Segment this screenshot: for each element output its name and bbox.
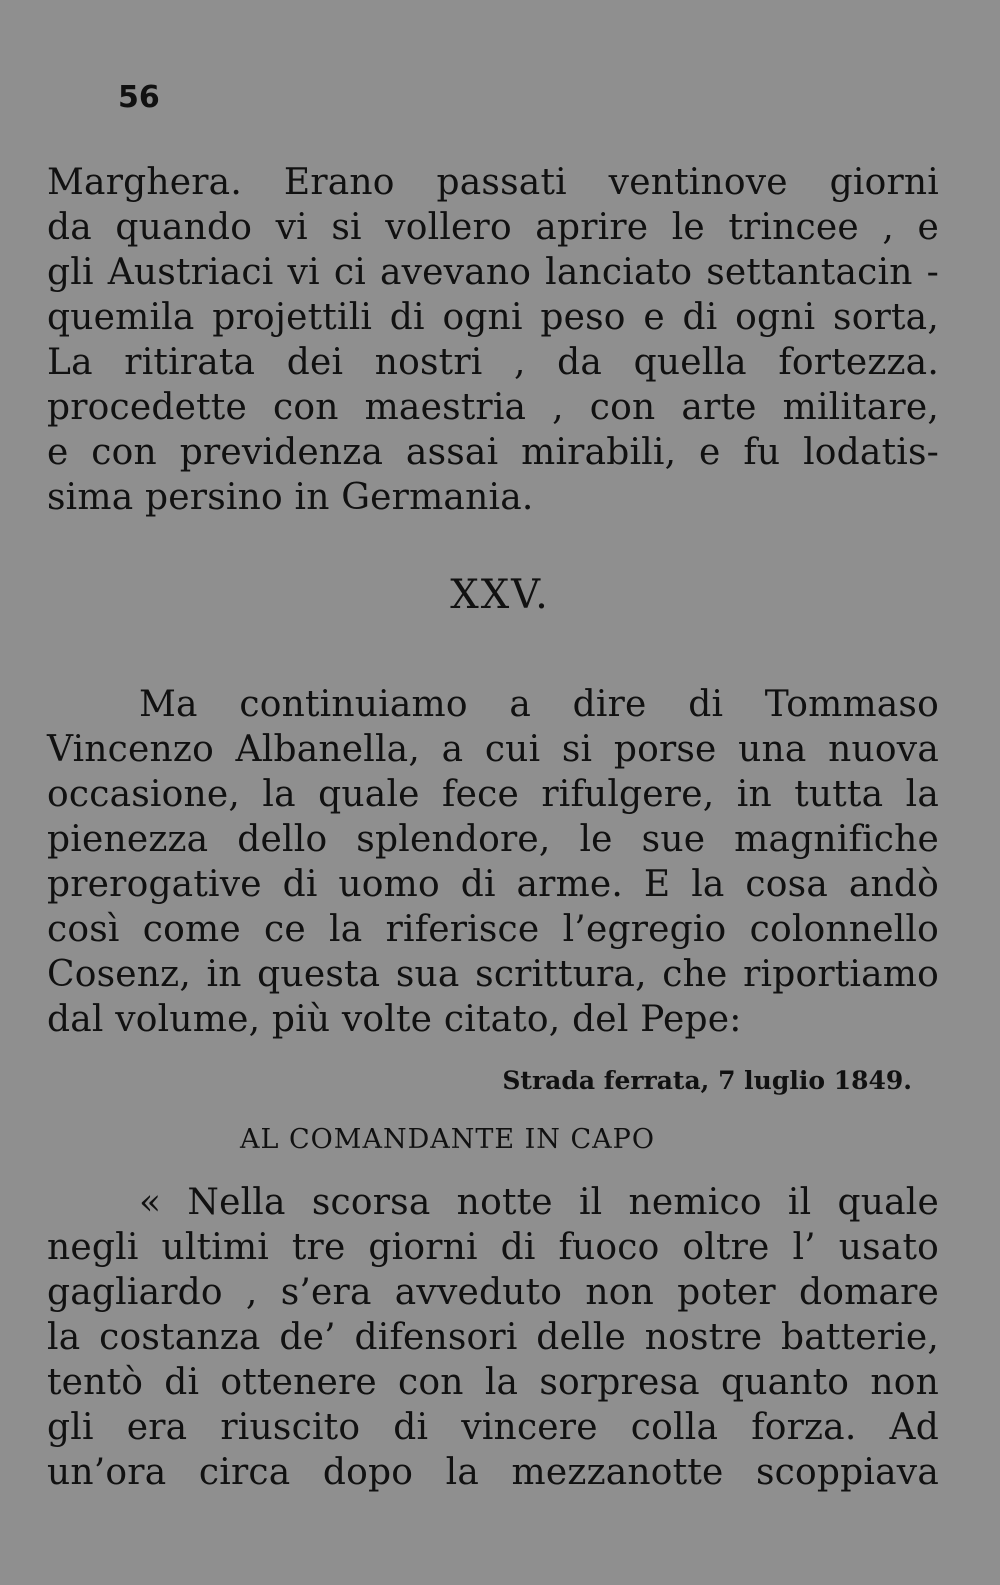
- text-line: occasione, la quale fece rifulgere, in tutta la: [47, 774, 939, 815]
- text-line: la costanza de’ difensori delle nostre batterie,: [47, 1317, 939, 1358]
- text-line: negli ultimi tre giorni di fuoco oltre l’ usato: [47, 1227, 939, 1268]
- text-line: dal volume, più volte citato, del Pepe:: [47, 999, 742, 1040]
- text-line: Cosenz, in questa sua scrittura, che riportiamo: [47, 954, 939, 995]
- letter-dateline: Strada ferrata, 7 luglio 1849.: [502, 1066, 912, 1095]
- text-line: gli era riuscito di vincere colla forza. Ad: [47, 1407, 939, 1448]
- text-line: un’ora circa dopo la mezzanotte scoppiava: [47, 1452, 939, 1493]
- chapter-heading: XXV.: [450, 572, 550, 618]
- text-line: procedette con maestria , con arte militare,: [47, 387, 939, 428]
- text-line: quemila projettili di ogni peso e di ogni sorta,: [47, 297, 939, 338]
- text-line: Ma continuiamo a dire di Tommaso: [139, 684, 939, 725]
- text-line: così come ce la riferisce l’egregio colonnello: [47, 909, 939, 950]
- paragraph-1: [47, 160, 939, 520]
- text-line: sima persino in Germania.: [47, 477, 534, 518]
- text-line: pienezza dello splendore, le sue magnifiche: [47, 819, 939, 860]
- paragraph-3: [47, 1180, 939, 1495]
- text-line: « Nella scorsa notte il nemico il quale: [139, 1182, 939, 1223]
- text-line: Vincenzo Albanella, a cui si porse una nuova: [47, 729, 939, 770]
- letter-addressee: AL COMANDANTE IN CAPO: [240, 1124, 655, 1155]
- text-line: prerogative di uomo di arme. E la cosa andò: [47, 864, 939, 905]
- text-line: La ritirata dei nostri , da quella fortezza.: [47, 342, 939, 383]
- text-line: Marghera. Erano passati ventinove giorni: [47, 162, 939, 203]
- paragraph-2: [47, 682, 939, 1042]
- text-line: e con previdenza assai mirabili, e fu lodatis-: [47, 432, 939, 473]
- text-line: gli Austriaci vi ci avevano lanciato settantacin -: [47, 252, 939, 293]
- text-line: tentò di ottenere con la sorpresa quanto non: [47, 1362, 939, 1403]
- page-number: 56: [118, 80, 160, 115]
- text-line: da quando vi si vollero aprire le trincee , e: [47, 207, 939, 248]
- text-line: gagliardo , s’era avveduto non poter domare: [47, 1272, 939, 1313]
